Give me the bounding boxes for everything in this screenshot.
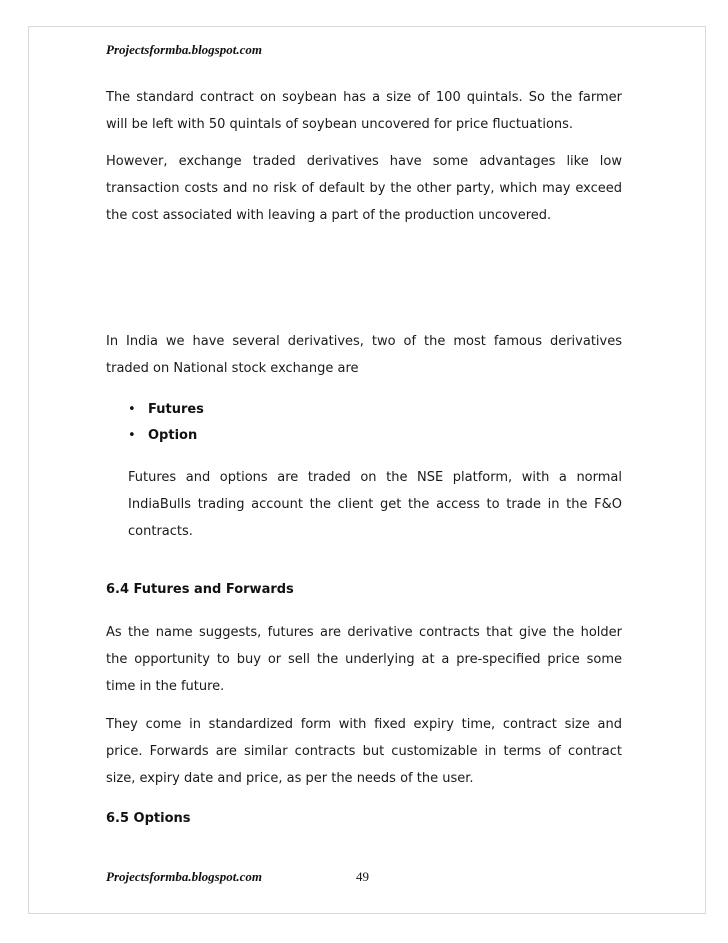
list-item: [128, 423, 204, 449]
paragraph-forwards-definition: They come in standardized form with fixed expiry time, contract size and price. Forwards are similar contracts but customizable in terms of contract size, expiry date and price, as per the needs of the user.: [106, 717, 622, 786]
list-item-label: Option: [148, 428, 198, 443]
derivatives-list: [128, 397, 204, 449]
header-site-name: Projectsformba.blogspot.com: [106, 42, 262, 57]
section-heading-options: 6.5 Options: [106, 811, 191, 826]
list-item-label: Futures: [148, 402, 204, 417]
paragraph-india: In India we have several derivatives, two of the most famous derivatives traded on National stock exchange are: [106, 334, 622, 376]
paragraph-soybean: The standard contract on soybean has a size of 100 quintals. So the farmer will be left with 50 quintals of soybean uncovered for price fluctuations.: [106, 90, 622, 132]
bullet-icon: •: [128, 428, 136, 443]
bullet-icon: •: [128, 402, 136, 417]
paragraph-nse: Futures and options are traded on the NSE platform, with a normal IndiaBulls trading account the client get the access to trade in the F&O contracts.: [128, 470, 622, 539]
section-heading-futures-forwards: 6.4 Futures and Forwards: [106, 582, 294, 597]
page-number: 49: [356, 869, 369, 884]
footer-site-name: Projectsformba.blogspot.com: [106, 869, 262, 884]
paragraph-advantages: However, exchange traded derivatives have some advantages like low transaction costs and no risk of default by the other party, which may exceed the cost associated with leaving a part of the production uncovered.: [106, 154, 622, 223]
list-item: [128, 397, 204, 423]
paragraph-futures-definition: As the name suggests, futures are derivative contracts that give the holder the opportunity to buy or sell the underlying at a pre-specified price some time in the future.: [106, 625, 622, 694]
